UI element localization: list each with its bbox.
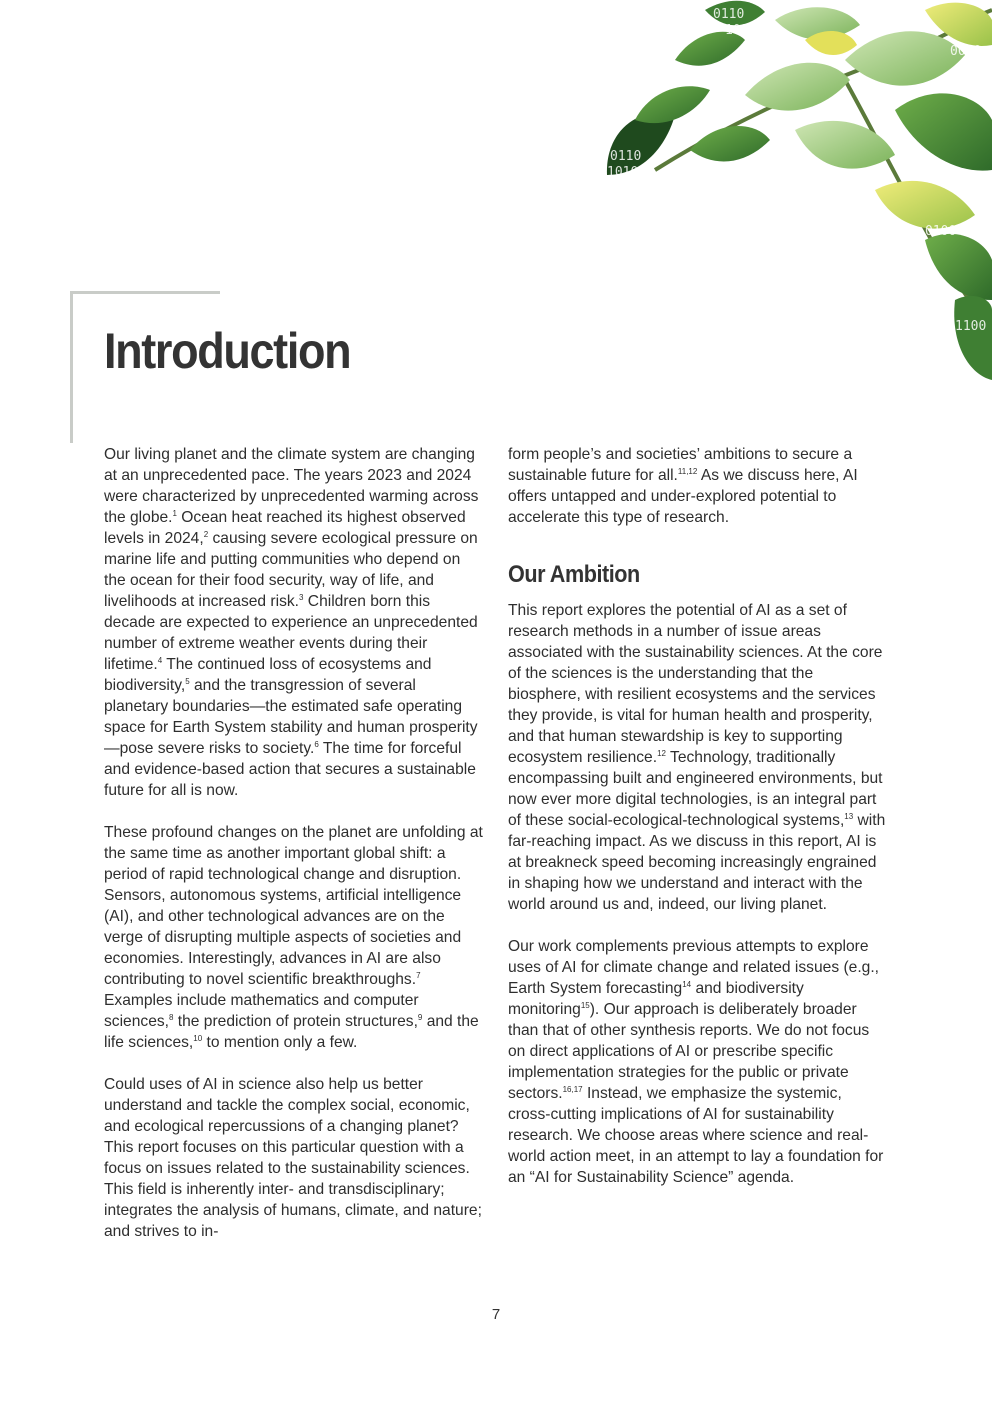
citation: 13 <box>844 811 854 821</box>
svg-text:0100: 0100 <box>925 224 957 239</box>
citation: 15 <box>580 1000 590 1010</box>
citation: 8 <box>169 1012 174 1022</box>
svg-text:1100: 1100 <box>955 319 987 334</box>
section-heading: Our Ambition <box>508 561 640 588</box>
heading-bracket-top <box>70 291 220 294</box>
svg-text:1001: 1001 <box>940 74 972 89</box>
citation: 6 <box>314 739 319 749</box>
svg-text:0010: 0010 <box>950 44 982 59</box>
citation: 11,12 <box>677 466 698 476</box>
paragraph: Could uses of AI in science also help us better understand and tackle the complex social, economic, and ecological repercussions of a changing planet? This report focuses on this particular question with a focus on issues related to the sustainability sciences. This field is inherently inter- and transdisciplinary; integrates the analysis of humans, climate, and nature; and strives to in- <box>104 1076 482 1240</box>
citation: 2 <box>203 529 209 539</box>
citation: 10 <box>193 1033 203 1043</box>
svg-text:0110: 0110 <box>713 7 745 22</box>
citation: 14 <box>682 979 692 989</box>
page-number: 7 <box>491 1306 501 1323</box>
citation: 16,17 <box>562 1084 583 1094</box>
paragraph: form people’s and societies’ ambitions to secure a sustainable future for all.$^{11,12}$ As we discuss here, AI offers untapped and under-explored potential to accelerate this type of research. <box>508 446 858 526</box>
svg-text:0110: 0110 <box>610 149 642 164</box>
svg-text:10101: 10101 <box>607 165 647 180</box>
citation: 9 <box>417 1012 423 1022</box>
right-column <box>508 444 888 1209</box>
citation: 3 <box>299 592 304 602</box>
plant-leaves-icon <box>595 0 992 385</box>
heading-bracket-left <box>70 291 73 443</box>
left-column <box>104 444 484 1263</box>
paragraph: Our living planet and the climate system are changing at an unprecedented pace. The years 2023 and 2024 were characterized by unprecedented warming across the globe.$^1$ Ocean heat reached its highest observed levels in 2024,$^2$ causing severe ecological pressure on marine life and putting communities who depend on the ocean for their food security, way of life, and livelihoods at increased risk.$^3$ Children born this decade are expected to experience an unprecedented number of extreme weather events during their lifetime.$^4$ The continued loss of ecosystems and biodiversity,$^5$ and the transgression of several planetary boundaries—the estimated safe operating space for Earth System stability and human prosperity—pose severe risks to society.$^6$ The time for forceful and evidence-based action that secures a sustainable future for all is now. <box>104 446 479 799</box>
paragraph: This report explores the potential of AI as a set of research methods in a number of issue areas associated with the sustainability sciences. At the core of the sciences is the understanding that the biosphere, with resilient ecosystems and the services they provide, is vital for human health and prosperity, and that human stewardship is key to supporting ecosystem resilience.$^{12}$ Technology, traditionally encompassing built and engineered environments, but now ever more digital technologies, is an integral part of these social-ecological-technological systems,$^{13}$ with far-reaching impact. As we discuss in this report, AI is at breakneck speed becoming increasingly engrained in shaping how we understand and interact with the world around us and, indeed, our living planet. <box>508 602 886 913</box>
citation: 7 <box>416 970 421 980</box>
citation: 4 <box>157 655 163 665</box>
page-title: Introduction <box>104 323 351 379</box>
paragraph: Our work complements previous attempts to explore uses of AI for climate change and related issues (e.g., Earth System forecasting$^{14}$ and biodiversity monitoring$^{15}$). Our approach is deliberately broader than that of other synthesis reports. We do not focus on direct applications of AI or prescribe specific implementation strategies for the public or private sectors.$^{16,17}$ Instead, we emphasize the systemic, cross-cutting implications of AI for sustainability research. We choose areas where science and real-world action meet, in an attempt to lay a foundation for an “AI for Sustainability Science” agenda. <box>508 938 884 1186</box>
paragraph: These profound changes on the planet are unfolding at the same time as another important global shift: a period of rapid technological change and disruption. Sensors, autonomous systems, artificial intelligence (AI), and other technological advances are on the verge of disrupting multiple aspects of societies and economies. Interestingly, advances in AI are also contributing to novel scientific breakthroughs.$^7$ Examples include mathematics and computer sciences,$^8$ the prediction of protein structures,$^9$ and the life sciences,$^{10}$ to mention only a few. <box>104 824 483 1051</box>
citation: 5 <box>185 676 190 686</box>
citation: 1 <box>172 508 177 518</box>
svg-text:1011: 1011 <box>725 23 757 38</box>
citation: 12 <box>657 748 666 758</box>
